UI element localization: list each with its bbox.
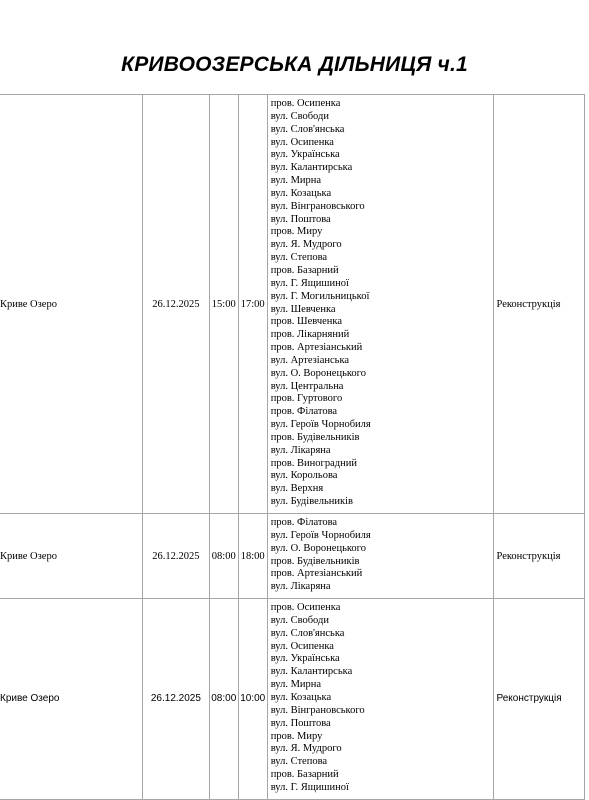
street-name: пров. Будівельників bbox=[270, 555, 360, 567]
street-name: пров. Осипенка bbox=[270, 98, 341, 109]
street-name: вул. Центральна bbox=[270, 380, 344, 392]
street-name: вул. Верхня bbox=[270, 483, 324, 495]
street-name: вул. Я. Мудрого bbox=[270, 743, 342, 755]
end-time-cell: 17:00 bbox=[238, 95, 267, 514]
street-name: пров. Гуртового bbox=[270, 393, 343, 405]
street-name: вул. Корольова bbox=[270, 470, 338, 482]
start-time-cell: 08:00 bbox=[209, 514, 238, 599]
streets-cell bbox=[267, 599, 493, 800]
end-time-cell: 10:00 bbox=[238, 599, 267, 800]
street-name: пров. Будівельників bbox=[270, 431, 360, 443]
streets-cell bbox=[267, 514, 493, 599]
street-name: вул. Лікаряна bbox=[270, 581, 331, 593]
date-cell: 26.12.2025 bbox=[143, 599, 210, 800]
street-name: пров. Шевченка bbox=[270, 316, 343, 328]
table-row bbox=[0, 514, 585, 599]
street-name: вул. Г. Могильницької bbox=[270, 290, 370, 302]
street-name: вул. Лікаряна bbox=[270, 444, 331, 456]
location-cell: Криве Озеро bbox=[0, 514, 143, 599]
street-name: вул. Я. Мудрого bbox=[270, 239, 342, 251]
table-row bbox=[0, 95, 585, 514]
street-name: вул. Героїв Чорнобиля bbox=[270, 529, 371, 541]
street-name: вул. Мирна bbox=[270, 679, 322, 691]
street-name: пров. Артезіанський bbox=[270, 342, 363, 354]
street-name: вул. Г. Ящишиної bbox=[270, 277, 349, 289]
street-name: вул. О. Воронецького bbox=[270, 542, 366, 554]
street-name: вул. Калантирська bbox=[270, 162, 353, 174]
street-name: вул. Поштова bbox=[270, 213, 331, 225]
street-name: вул. Степова bbox=[270, 252, 328, 264]
street-name: вул. Вінграновського bbox=[270, 200, 365, 212]
street-name: вул. Шевченка bbox=[270, 303, 336, 315]
reason-cell: Реконструкція bbox=[493, 599, 585, 800]
start-time-cell: 15:00 bbox=[209, 95, 238, 514]
street-name: пров. Базарний bbox=[270, 769, 339, 781]
street-name: вул. Козацька bbox=[270, 187, 332, 199]
street-name: вул. Козацька bbox=[270, 691, 332, 703]
streets-cell bbox=[267, 95, 493, 514]
street-name: вул. Калантирська bbox=[270, 666, 353, 678]
street-name: пров. Миру bbox=[270, 730, 323, 742]
street-name: вул. Осипенка bbox=[270, 136, 334, 148]
outage-schedule-table bbox=[0, 94, 585, 800]
street-name: вул. Осипенка bbox=[270, 640, 334, 652]
street-name: вул. Мирна bbox=[270, 175, 322, 187]
street-name: вул. Слов'янська bbox=[270, 123, 345, 135]
date-cell: 26.12.2025 bbox=[143, 514, 210, 599]
reason-cell: Реконструкція bbox=[493, 95, 585, 514]
page-title: КРИВООЗЕРСЬКА ДІЛЬНИЦЯ ч.1 bbox=[121, 53, 468, 76]
street-name: вул. Будівельників bbox=[270, 496, 353, 508]
street-name: вул. О. Воронецького bbox=[270, 367, 366, 379]
street-name: пров. Базарний bbox=[270, 264, 339, 276]
street-name: пров. Філатова bbox=[270, 406, 338, 418]
street-name: вул. Героїв Чорнобиля bbox=[270, 419, 371, 431]
street-name: пров. Філатова bbox=[270, 517, 338, 528]
street-name: пров. Артезіанський bbox=[270, 568, 363, 580]
street-name: пров. Миру bbox=[270, 226, 323, 238]
street-name: вул. Артезіанська bbox=[270, 354, 350, 366]
start-time-cell: 08:00 bbox=[209, 599, 238, 800]
street-name: вул. Українська bbox=[270, 149, 340, 161]
street-name: вул. Вінграновського bbox=[270, 704, 365, 716]
table-row bbox=[0, 599, 585, 800]
street-name: пров. Виноградний bbox=[270, 457, 357, 469]
location-cell: Криве Озеро bbox=[0, 95, 143, 514]
street-name: вул. Слов'янська bbox=[270, 627, 345, 639]
street-name: пров. Лікарняний bbox=[270, 329, 350, 341]
street-name: вул. Свободи bbox=[270, 110, 329, 122]
street-name: вул. Свободи bbox=[270, 614, 329, 626]
street-name: вул. Поштова bbox=[270, 717, 331, 729]
street-name: пров. Осипенка bbox=[270, 602, 341, 614]
location-cell: Криве Озеро bbox=[0, 599, 143, 800]
end-time-cell: 18:00 bbox=[238, 514, 267, 599]
street-name: вул. Степова bbox=[270, 756, 328, 768]
street-name: вул. Г. Ящишиної bbox=[270, 781, 349, 793]
date-cell: 26.12.2025 bbox=[143, 95, 210, 514]
reason-cell: Реконструкція bbox=[493, 514, 585, 599]
street-name: вул. Українська bbox=[270, 653, 340, 665]
